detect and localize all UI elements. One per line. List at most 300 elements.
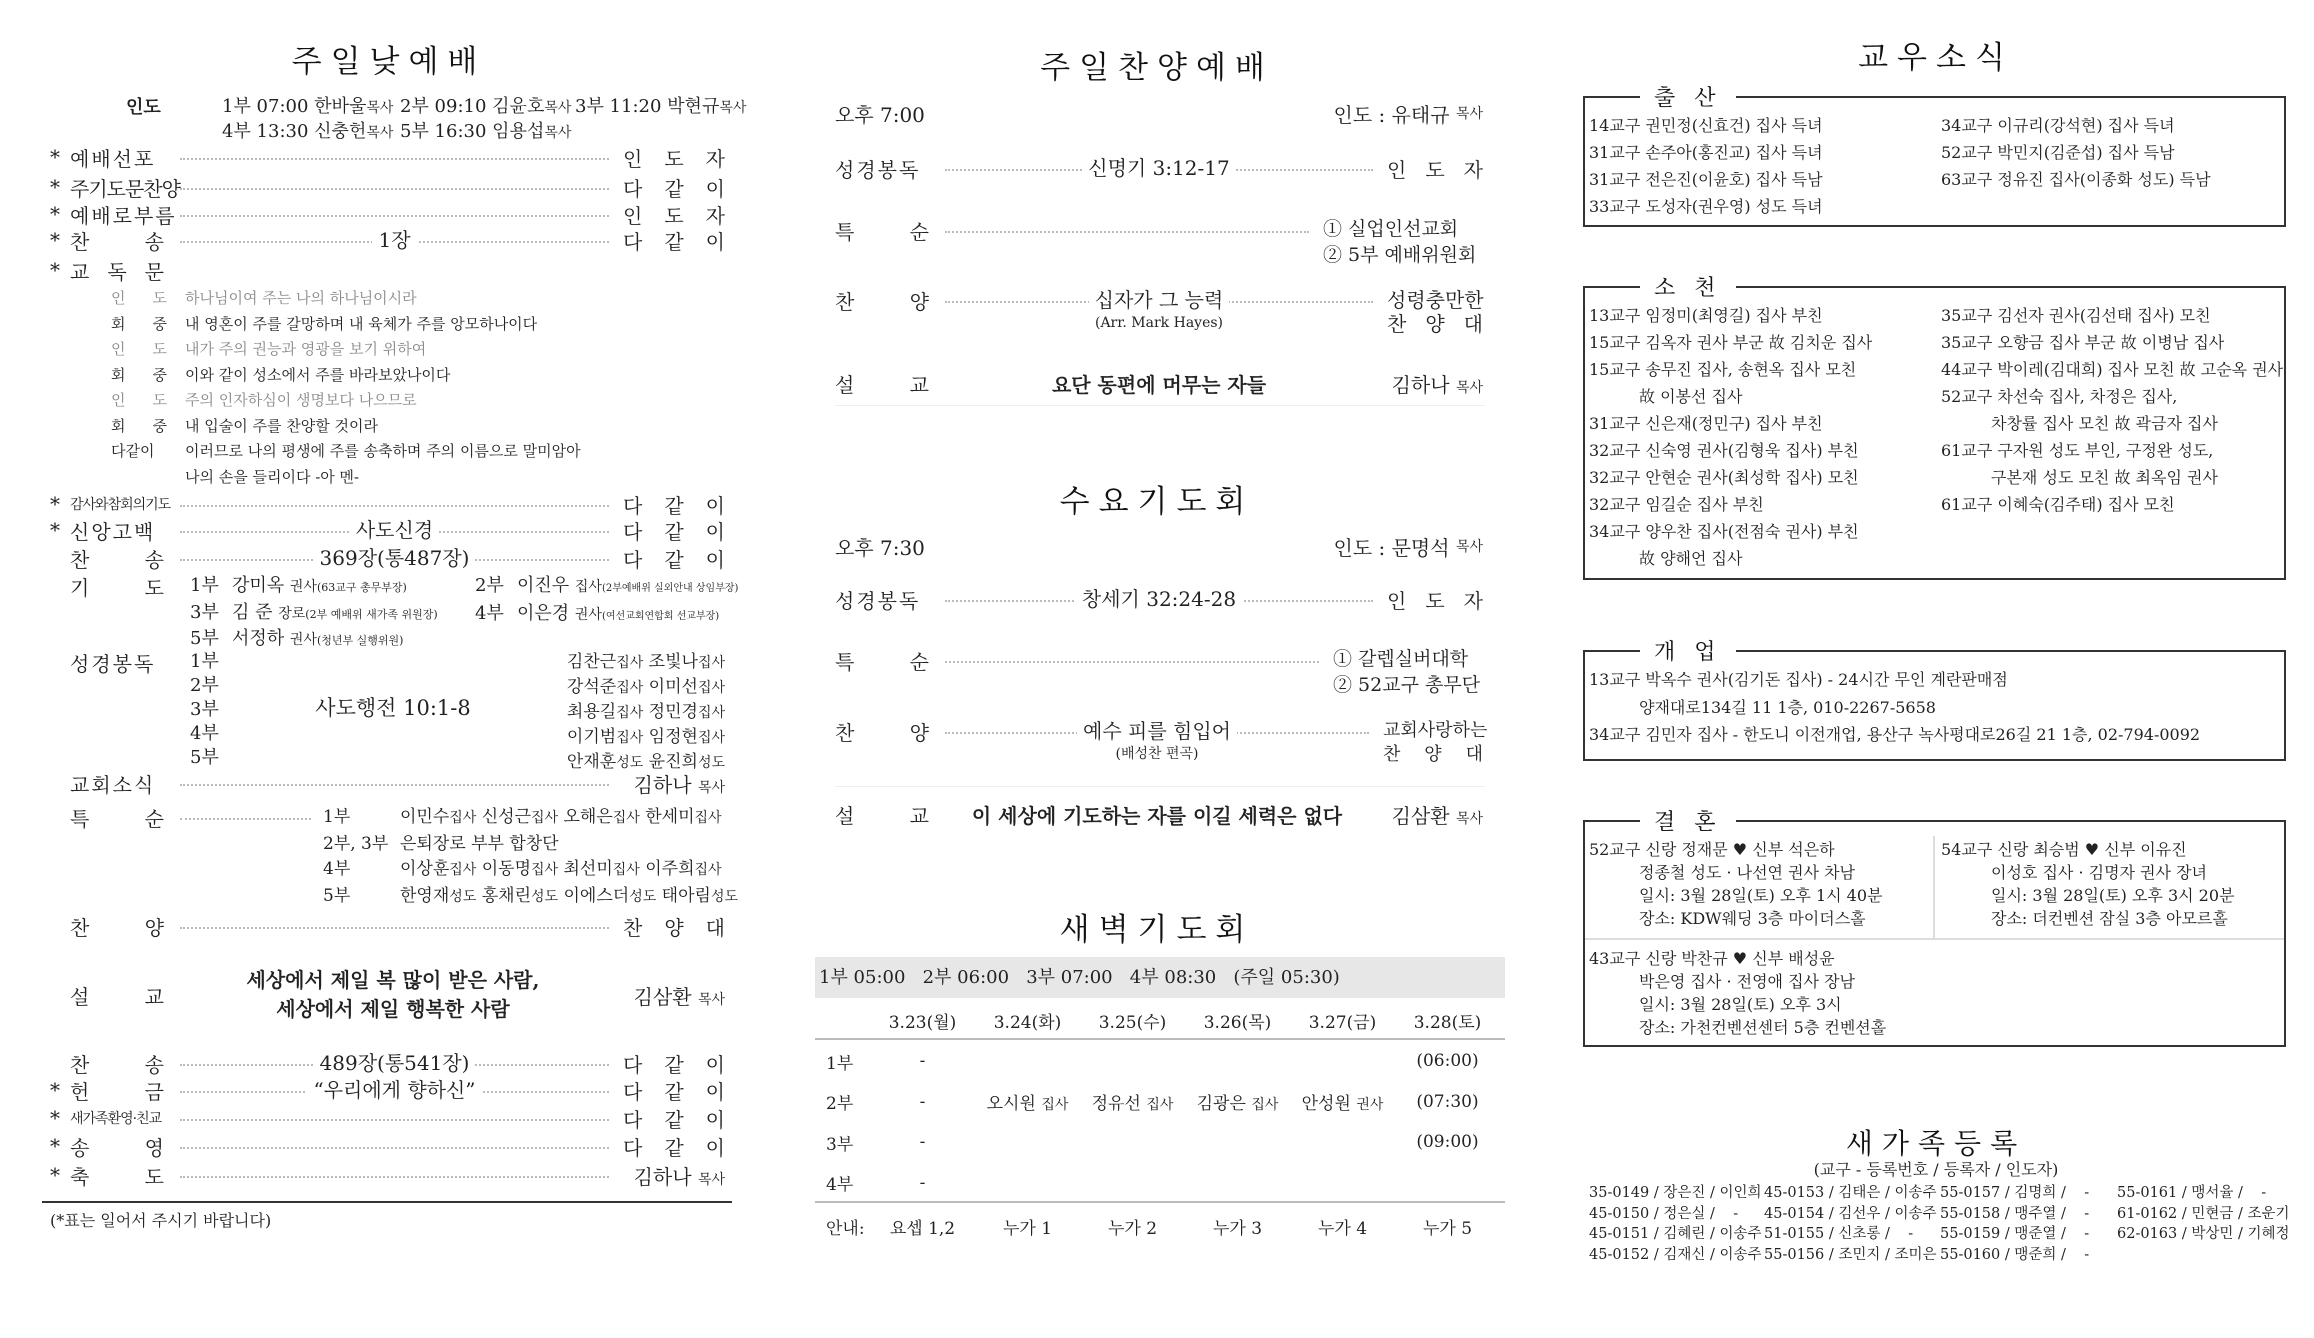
- order-item: [50, 226, 725, 254]
- item-line: 33교구 도성자(권우영) 성도 득녀: [1589, 197, 1823, 216]
- person-name: 태아림: [661, 885, 711, 906]
- order-item: [50, 200, 725, 228]
- special-part: 1부: [323, 807, 351, 827]
- new-family-column: [1589, 1183, 1762, 1266]
- item-line: 31교구 손주아(홍진교) 집사 득녀: [1589, 143, 1823, 162]
- prayer-note: (2부예배위 실외안내 상임부장): [601, 583, 739, 594]
- order-responsible: 다 같 이: [623, 1079, 725, 1104]
- guide-label: 안내:: [826, 1218, 865, 1239]
- guide-passage: 누가 3: [1212, 1218, 1263, 1239]
- person-title: 집사: [694, 810, 722, 826]
- dawn-guide-row: [815, 1212, 1500, 1240]
- guide-passage: 누가 2: [1107, 1218, 1158, 1239]
- divider: [815, 1201, 1505, 1203]
- birth-item: [1941, 166, 2211, 193]
- order-responsible: 다 같 이: [623, 1107, 725, 1132]
- resp-text: 하나님이여 주는 나의 하나님이시라: [185, 289, 417, 307]
- person-name: 오해은: [563, 807, 613, 827]
- session-label: 1부: [826, 1053, 854, 1074]
- new-family-entry: 45-0154 / 김선우 / 이송주: [1764, 1205, 1937, 1222]
- wedding-detail: 박은영 집사 · 전영애 집사 장남: [1639, 972, 1855, 991]
- resp-line: [111, 465, 581, 491]
- special-part: 4부: [323, 859, 351, 879]
- leader-name: -: [919, 1091, 926, 1112]
- dawn-schedule-table: [815, 1041, 1500, 1203]
- order-label: 성경봉독: [70, 651, 156, 676]
- prayer-list-left: [190, 574, 438, 654]
- order-responsible: [623, 1161, 725, 1190]
- wedding-detail: 일시: 3월 28일(토) 오후 1시 40분: [1639, 886, 1883, 905]
- order-label: 감사와참회의기도: [70, 497, 171, 513]
- wed-time-row: [835, 532, 1483, 560]
- resp-speaker: 회 중: [111, 416, 167, 435]
- order-responsible: 다 같 이: [623, 493, 725, 518]
- condolence-item: [1941, 302, 2283, 329]
- leader-title: 목사: [544, 100, 572, 116]
- new-family-entry: 62-0163 / 박상민 / 기혜정: [2117, 1226, 2290, 1243]
- stand-marker: *: [50, 1106, 60, 1130]
- resp-text: 나의 손을 들리이다 -아 멘-: [185, 467, 360, 486]
- choir-line: 교회사랑하는: [1383, 720, 1488, 741]
- person-title: 집사: [449, 810, 477, 826]
- leader-4: [222, 117, 393, 143]
- leader-title: 집사: [1146, 1097, 1174, 1114]
- schedule-cell: [975, 1089, 1080, 1114]
- praise-anthem-row: [835, 286, 1484, 336]
- new-family-entry: 55-0156 / 조민지 / 조미은: [1764, 1247, 1937, 1264]
- readers: [567, 650, 725, 775]
- anthem-choir: [1383, 717, 1488, 767]
- resp-speaker: 회 중: [111, 365, 167, 384]
- person-name: 강석준: [566, 677, 617, 697]
- reader-line: [567, 650, 725, 675]
- wedding-detail: 이성호 집사 · 김명자 권사 장녀: [1991, 863, 2207, 882]
- special-people: [400, 859, 722, 879]
- resp-text: 주의 인자하심이 생명보다 나으므로: [185, 391, 417, 409]
- condolence-item: [1589, 302, 1872, 329]
- item-line: 32교구 임길순 집사 부친: [1589, 495, 1764, 514]
- prayer-name: 강미옥: [232, 575, 285, 596]
- leader-time: 2부 09:10: [400, 96, 487, 117]
- wed-special-row: [835, 646, 1483, 696]
- new-family-subtitle: (교구 - 등록번호 / 등록자 / 인도자): [1813, 1160, 2059, 1179]
- order-responsible: 다 같 이: [623, 547, 725, 572]
- section-heading: 출 산: [1640, 81, 1736, 112]
- stand-marker: *: [50, 258, 60, 282]
- session-label: 2부: [826, 1094, 854, 1115]
- person-name: 윤진희: [648, 752, 698, 772]
- prayer-item: [475, 602, 738, 630]
- leader-name: 임용섭: [492, 121, 545, 142]
- special-list: [1323, 216, 1483, 268]
- special-item: ① 실업인선교회: [1323, 218, 1459, 240]
- person-title: 목사: [697, 991, 725, 1008]
- order-responsible: [623, 981, 725, 1010]
- section-heading: 소 천: [1640, 271, 1736, 302]
- item-line: 52교구 박민지(김준섭) 집사 득남: [1941, 143, 2175, 162]
- leader-time: 5부 16:30: [400, 121, 487, 142]
- reader-line: [567, 700, 725, 725]
- item-line: 15교구 김옥자 권사 부군 故 김치운 집사: [1589, 333, 1873, 352]
- person-name: 김삼환: [633, 984, 692, 1009]
- item-continuation: 차창률 집사 모친 故 곽금자 집사: [1991, 414, 2218, 433]
- order-label: 찬 송: [70, 1052, 166, 1077]
- order-content: 창세기 32:24-28: [1076, 587, 1242, 611]
- wedding-detail: 일시: 3월 28일(토) 오후 3시: [1639, 995, 1842, 1014]
- praise-sermon-row: [835, 369, 1483, 397]
- leader-name: 박현규: [667, 96, 720, 117]
- schedule-cell: [870, 1051, 975, 1071]
- order-responsible: 다 같 이: [623, 1135, 725, 1160]
- resp-speaker: 인 도: [111, 340, 167, 358]
- order-responsible: 다 같 이: [623, 1052, 725, 1077]
- order-content: 369장(통487장): [314, 546, 476, 570]
- order-label: 찬 양: [835, 290, 931, 314]
- wedding-item: [1589, 947, 1886, 1039]
- person-title: 집사: [616, 655, 644, 671]
- wedding-detail: 정종철 성도 · 나선연 권사 차남: [1639, 863, 1855, 882]
- condolence-item: [1941, 491, 2283, 518]
- date-header: 3.25(수): [1098, 1012, 1167, 1033]
- order-item: [50, 1076, 725, 1104]
- guide-passage: 누가 4: [1317, 1218, 1368, 1239]
- order-label: 설 교: [835, 372, 931, 397]
- leader-name: 오시원: [986, 1094, 1036, 1115]
- prayer-name: 김 준: [232, 601, 273, 623]
- choir-line: 성령충만한: [1387, 288, 1484, 312]
- schedule-cell: [870, 1092, 975, 1112]
- stand-marker: *: [50, 1134, 60, 1158]
- new-family-entry: 55-0160 / 맹준희 / -: [1940, 1247, 2090, 1264]
- schedule-cell: [870, 1132, 975, 1152]
- schedule-cell: [1395, 1132, 1500, 1152]
- person-title: 목사: [697, 779, 725, 796]
- schedule-cell: [1395, 1092, 1500, 1112]
- date-header: 3.23(월): [888, 1012, 957, 1033]
- person-title: 집사: [694, 862, 722, 878]
- person-name: 이상훈: [400, 859, 450, 879]
- order-item: [50, 803, 325, 831]
- person-name: 이동명: [481, 859, 532, 879]
- wedding-couple: 43교구 신랑 박찬규 ♥ 신부 배성윤: [1589, 949, 1835, 968]
- guide-passage: 누가 5: [1422, 1218, 1473, 1239]
- prayer-title: 집사: [574, 579, 602, 595]
- condolence-item: [1589, 410, 1872, 437]
- service-time: 오후 7:30: [835, 535, 925, 560]
- leader-title: 목사: [366, 125, 394, 141]
- order-content: 489장(통541장): [314, 1051, 476, 1075]
- service-time: 오후 7:00: [835, 102, 925, 127]
- person-title: 집사: [616, 705, 644, 721]
- new-family-title: 새가족등록: [1845, 1127, 2027, 1160]
- person-name: 한영재: [400, 885, 450, 906]
- item-line: 31교구 전은진(이윤호) 집사 득남: [1589, 170, 1823, 189]
- item-line: 35교구 김선자 권사(김선태 집사) 모친: [1941, 306, 2211, 325]
- leader-name: 정유선: [1091, 1094, 1141, 1115]
- order-label: 성경봉독: [835, 588, 921, 613]
- order-responsible: 찬 양 대: [623, 915, 725, 940]
- item-line: 32교구 신숙영 권사(김형욱 집사) 부친: [1589, 441, 1859, 460]
- order-responsible: 다 같 이: [623, 229, 725, 254]
- leader-5: [400, 117, 571, 143]
- prayer-list-right: [475, 574, 738, 629]
- condolence-item: [1589, 491, 1872, 518]
- condolence-item: [1589, 329, 1872, 356]
- anthem-arranger: (Arr. Mark Hayes): [1094, 315, 1224, 331]
- order-label: 찬 송: [70, 547, 166, 572]
- order-label: 새가족환영·친교: [70, 1111, 162, 1127]
- leader-name: (09:00): [1416, 1132, 1479, 1153]
- leader-title: 집사: [1251, 1097, 1279, 1114]
- resp-line: [111, 337, 581, 363]
- new-family-entry: 45-0152 / 김재신 / 이송주: [1589, 1247, 1762, 1264]
- item-continuation: 구본재 성도 모친 故 최옥임 권사: [1991, 468, 2218, 487]
- stand-marker: *: [50, 202, 60, 226]
- item-line: 31교구 신은재(정민구) 집사 부친: [1589, 414, 1823, 433]
- wedding-detail: 장소: 더컨벤션 잠실 3층 아모르홀: [1991, 909, 2228, 928]
- birth-item: [1589, 166, 1823, 193]
- person-name: 안재훈: [566, 752, 617, 772]
- person-name: 이에스더: [563, 885, 630, 906]
- birth-item: [1589, 193, 1823, 220]
- special-item: [323, 832, 738, 858]
- person-title: 목사: [1455, 810, 1483, 827]
- prayer-part: 4부: [475, 602, 504, 624]
- dawn-times: 1부 05:00 2부 06:00 3부 07:00 4부 08:30 (주일 05:30): [815, 957, 1505, 998]
- special-list: [1333, 646, 1483, 698]
- condolence-item: [1589, 518, 1872, 572]
- item-continuation: 故 이봉선 집사: [1639, 387, 1743, 406]
- birth-item: [1941, 112, 2211, 139]
- prayer-note: (청년부 실행위원): [316, 634, 404, 647]
- item-line: 52교구 차선숙 집사, 차정은 집사,: [1941, 387, 2178, 406]
- resp-line: [111, 286, 581, 312]
- praise-service-title: 주일찬양예배: [1040, 50, 1274, 86]
- wed-sermon-row: [835, 800, 1483, 828]
- prayer-note: (63교구 총무부장): [316, 581, 407, 594]
- schedule-cell: [1290, 1089, 1395, 1114]
- wedding-couple: 52교구 신랑 정재문 ♥ 신부 석은하: [1589, 840, 1835, 859]
- new-family-entry: 45-0151 / 김혜린 / 이송주: [1589, 1226, 1762, 1243]
- reading-part: 3부: [190, 699, 219, 720]
- leader-name: (07:30): [1416, 1091, 1479, 1112]
- guide-passage: 요셉 1,2: [889, 1218, 956, 1239]
- resp-speaker: 다같이: [111, 442, 155, 460]
- date-header: 3.27(금): [1308, 1012, 1377, 1033]
- special-item: [323, 884, 738, 911]
- person-name: 이미선: [648, 677, 698, 697]
- prayer-item: [190, 574, 438, 601]
- resp-speaker: 인 도: [111, 391, 167, 409]
- stand-marker: *: [50, 1163, 60, 1187]
- stand-marker: *: [50, 145, 60, 169]
- person-title: 성도: [531, 888, 559, 905]
- leader-name: (06:00): [1416, 1051, 1479, 1072]
- order-label: 찬 송: [70, 229, 166, 254]
- leader-title: 목사: [1455, 539, 1483, 555]
- person-name: 한세미: [645, 807, 695, 827]
- praise-special-row: [835, 216, 1483, 266]
- person-title: 집사: [612, 810, 640, 826]
- prayer-part: 3부: [190, 601, 219, 623]
- order-item: [50, 544, 725, 572]
- sunday-service-title: 주일낮예배: [291, 44, 487, 80]
- section-heading: 결 혼: [1640, 805, 1736, 836]
- wedding-item: [1941, 838, 2235, 930]
- person-name: 김하나: [1391, 372, 1450, 397]
- new-family-entry: 55-0159 / 맹준열 / -: [1940, 1226, 2090, 1243]
- person-title: 성도: [616, 755, 644, 771]
- order-label: 예배로부름: [70, 203, 177, 228]
- anthem-arranger: (배성찬 편곡): [1115, 746, 1199, 762]
- section-heading: 개 업: [1640, 635, 1736, 666]
- person-name: 임정현: [648, 727, 698, 747]
- item-line: 34교구 김민자 집사 - 한도니 이전개업, 용산구 녹사평대로26길 21 1층, 02-794-0092: [1589, 725, 2201, 744]
- prayer-item: [190, 601, 438, 628]
- person-name: 김삼환: [1391, 803, 1450, 828]
- leader-name: -: [919, 1172, 926, 1193]
- order-responsible: 인 도 자: [623, 146, 725, 171]
- person-name: 정민경: [648, 702, 698, 722]
- person-title: 집사: [449, 862, 477, 878]
- condolence-box: [1583, 276, 2286, 580]
- wedding-detail: 장소: KDW웨딩 3층 마이더스홀: [1639, 909, 1866, 928]
- resp-speaker: 인 도: [111, 289, 167, 307]
- resp-line: [111, 312, 581, 338]
- new-family-entry: 61-0162 / 민현금 / 조운기: [2117, 1205, 2290, 1222]
- person-name: 최선미: [563, 859, 613, 879]
- order-item: [50, 769, 725, 797]
- prayer-name: 서정하: [232, 628, 285, 649]
- standing-note: (*표는 일어서 주시기 바랍니다): [50, 1211, 272, 1230]
- date-header: 3.24(화): [993, 1012, 1062, 1033]
- resp-text: 내 영혼이 주를 갈망하며 내 육체가 주를 앙모하나이다: [185, 314, 538, 333]
- resp-speaker: 회 중: [111, 314, 167, 333]
- reading-part: 5부: [190, 747, 219, 768]
- leader-time: 4부 13:30: [222, 121, 309, 142]
- reading-passage: 사도행전 10:1-8: [315, 696, 471, 720]
- schedule-cell: [1185, 1089, 1290, 1114]
- condolence-item: [1941, 329, 2283, 356]
- person-title: 집사: [697, 655, 725, 671]
- person-name: 신성근: [481, 807, 532, 827]
- special-part: 2부, 3부: [323, 833, 389, 854]
- order-content: “우리에게 향하신”: [307, 1078, 481, 1102]
- schedule-cell: [870, 1173, 975, 1193]
- person-name: 이민수: [400, 807, 450, 827]
- condolence-item: [1941, 356, 2283, 383]
- special-music-list: [323, 805, 738, 910]
- reading-parts: [190, 650, 219, 770]
- new-family-entry: 51-0155 / 신초롱 / -: [1764, 1226, 1914, 1243]
- order-responsible: 인 도 자: [623, 203, 725, 228]
- item-line: 61교구 이혜숙(김주태) 집사 모친: [1941, 495, 2175, 514]
- order-item: [50, 173, 725, 201]
- item-line: 35교구 오향금 집사 부군 故 이병남 집사: [1941, 333, 2225, 352]
- wedding-detail: 장소: 가천컨벤션센터 5층 컨벤션홀: [1639, 1018, 1887, 1037]
- resp-text: 이와 같이 성소에서 주를 바라보았나이다: [185, 365, 451, 384]
- special-item: [323, 805, 738, 832]
- leader-name: -: [919, 1132, 926, 1153]
- order-label: 설 교: [70, 984, 166, 1009]
- order-responsible: 다 같 이: [623, 519, 725, 544]
- item-line: 61교구 구자원 성도 부인, 구정완 성도,: [1941, 441, 2214, 460]
- reading-part: 1부: [190, 651, 219, 672]
- condolence-item: [1589, 437, 1872, 464]
- guide-passage: 누가 1: [1002, 1218, 1053, 1239]
- leader-1: [222, 92, 393, 118]
- divider: [835, 405, 1485, 406]
- leader-title: 목사: [366, 100, 394, 116]
- birth-box: [1583, 86, 2286, 227]
- resp-text: 내 입술이 주를 찬양할 것이라: [185, 416, 378, 435]
- reading-part: 2부: [190, 675, 219, 696]
- person-title: 성도: [449, 888, 477, 905]
- person-name: 홍채린: [481, 885, 532, 906]
- stand-marker: *: [50, 228, 60, 252]
- leader-name: 신충헌: [314, 121, 367, 142]
- person-name: 이주희: [645, 859, 695, 879]
- sermon-title: 이 세상에 기도하는 자를 이길 세력은 없다: [971, 803, 1343, 828]
- new-family-entry: 55-0158 / 맹주열 / -: [1940, 1205, 2090, 1222]
- wednesday-prayer-title: 수요기도회: [1059, 484, 1255, 520]
- person-title: 집사: [697, 680, 725, 696]
- stand-marker: *: [50, 1078, 60, 1102]
- new-family-column: [2117, 1183, 2290, 1245]
- order-item: [50, 1049, 725, 1077]
- stand-marker: *: [50, 175, 60, 199]
- prayer-title: 권사: [289, 579, 317, 595]
- condolence-item: [1589, 464, 1872, 491]
- person-title: 목사: [1455, 379, 1483, 396]
- special-item: ① 갈렙실버대학: [1333, 648, 1469, 670]
- wed-anthem-row: [835, 717, 1488, 765]
- reading-part: 4부: [190, 723, 219, 744]
- leader-name: 안성원: [1301, 1094, 1351, 1115]
- special-people: [400, 886, 738, 906]
- leader-name: 김윤호: [492, 96, 545, 117]
- praise-reading-row: [835, 154, 1483, 182]
- leader-title: 집사: [1041, 1097, 1069, 1114]
- prayer-title: 권사: [574, 606, 602, 623]
- special-part: 5부: [323, 885, 351, 906]
- resp-text: 이러므로 나의 평생에 주를 송축하며 주의 이름으로 말미암아: [185, 442, 581, 460]
- order-item: [50, 256, 725, 284]
- person-title: 집사: [697, 705, 725, 721]
- leader-name: -: [919, 1051, 926, 1072]
- special-item: ② 5부 예배위원회: [1323, 244, 1477, 266]
- person-title: 성도: [629, 888, 657, 905]
- order-label: 찬 양: [835, 721, 931, 745]
- order-item: [50, 143, 725, 171]
- divider: [42, 1201, 732, 1203]
- divider: [835, 786, 1485, 787]
- order-item: [50, 1132, 725, 1160]
- new-family-column: [1940, 1183, 2089, 1266]
- order-item: [50, 516, 725, 544]
- special-people: [400, 834, 559, 854]
- item-line: 15교구 송무진 집사, 송현옥 집사 모친: [1589, 360, 1857, 379]
- person-title: 집사: [697, 730, 725, 746]
- order-content: 사도신경: [350, 518, 439, 542]
- item-line: 63교구 정유진 집사(이종화 성도) 득남: [1941, 170, 2211, 189]
- anthem-choir: [1387, 286, 1483, 336]
- new-family-entry: 55-0161 / 맹서율 / -: [2117, 1185, 2267, 1201]
- prayer-part: 5부: [190, 628, 219, 649]
- leader-title: 목사: [719, 100, 747, 116]
- order-label: 헌 금: [70, 1079, 166, 1104]
- wedding-box: [1583, 810, 2286, 1047]
